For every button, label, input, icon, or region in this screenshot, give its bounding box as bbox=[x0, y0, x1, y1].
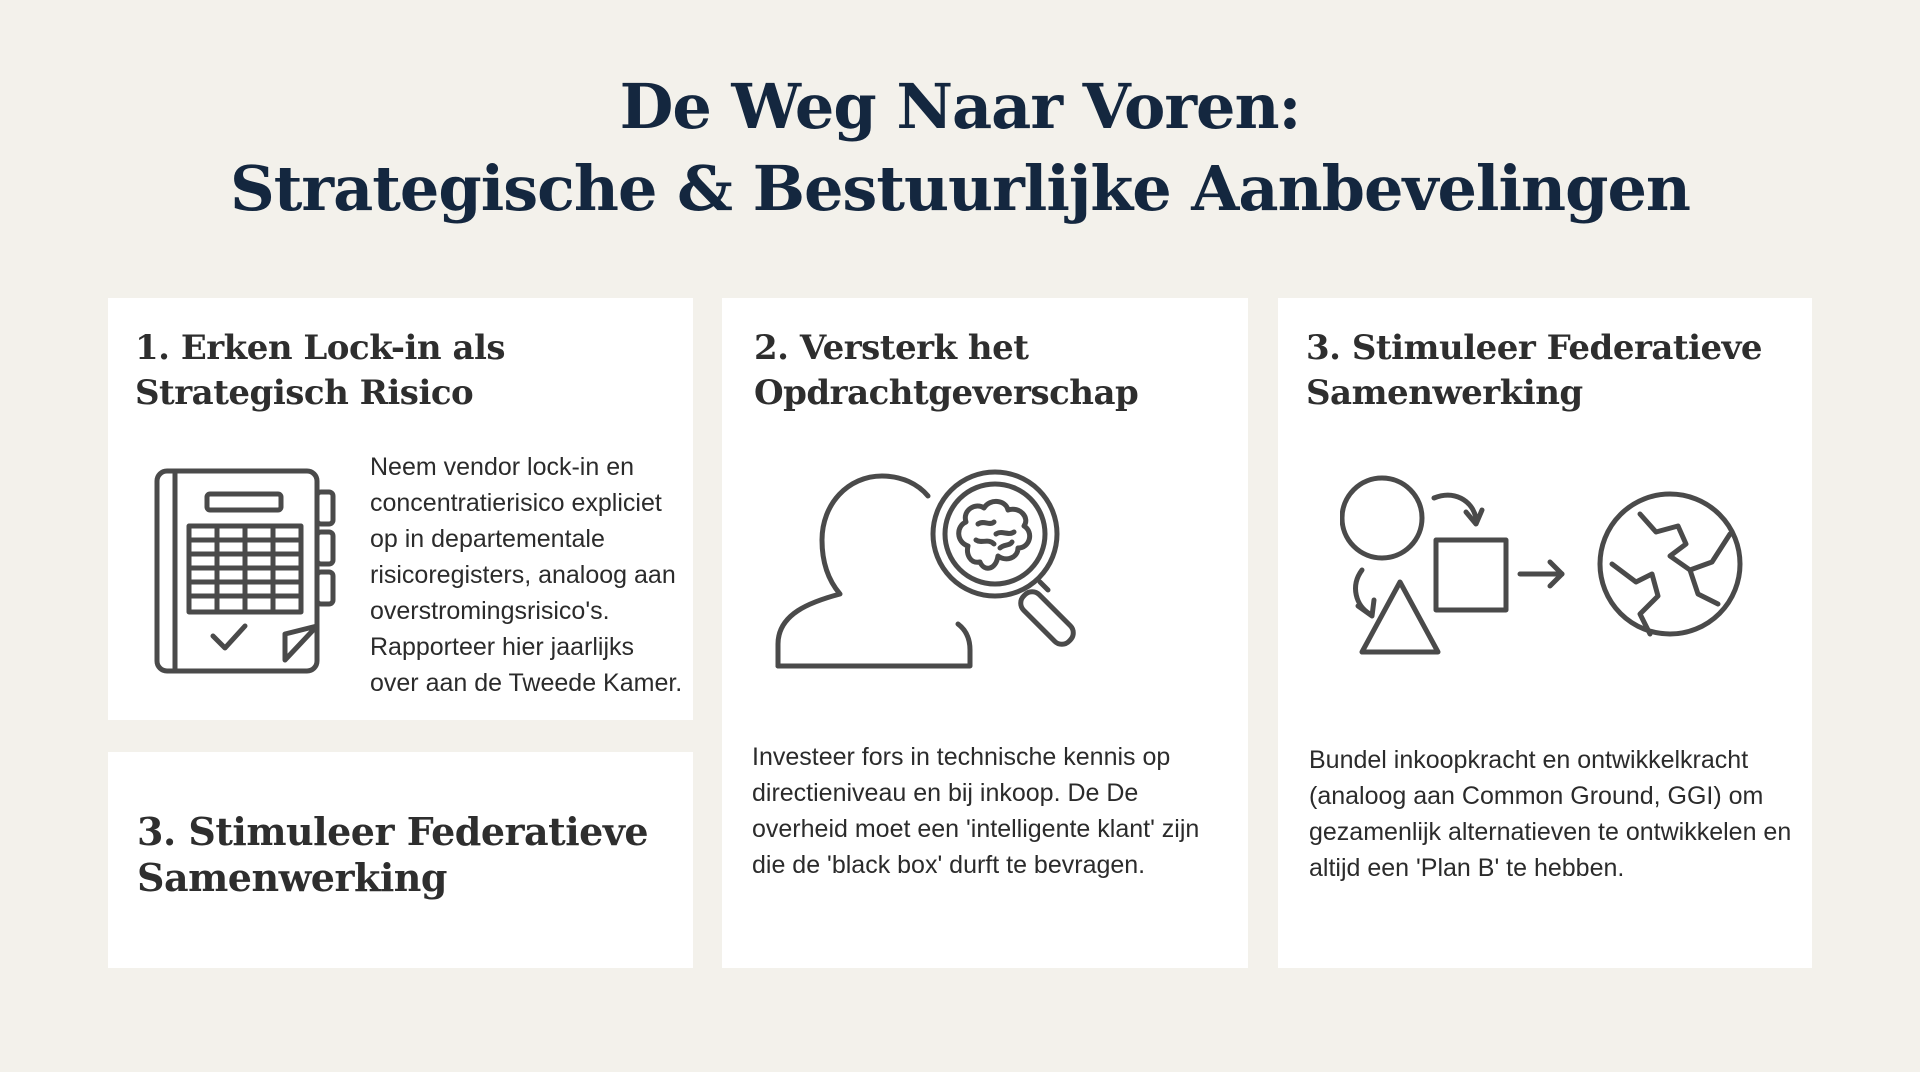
register-document-icon bbox=[145, 456, 345, 676]
card-text: Investeer fors in technische kennis op directieniveau en bij inkoop. De De overheid moet een 'intelligente klant' zijn die de 'black box' durft te bevragen. bbox=[752, 743, 1200, 879]
card-heading: 3. Stimuleer Federatieve Samenwerking bbox=[1306, 328, 1763, 413]
page-title bbox=[0, 66, 1920, 230]
card-heading: 3. Stimuleer Federatieve Samenwerking bbox=[137, 809, 649, 900]
recommendation-card-4 bbox=[108, 752, 693, 968]
card-text: Bundel inkoopkracht en ontwikkelkracht (analoog aan Common Ground, GGI) om gezamenlijk alternatieven te ontwikkelen en altijd een 'Plan B' te hebben. bbox=[1309, 746, 1792, 882]
card-heading: 1. Erken Lock-in als Strategisch Risico bbox=[135, 328, 506, 413]
title-line-1: De Weg Naar Voren: bbox=[619, 70, 1301, 143]
title-line-2: Strategische & Bestuurlijke Aanbevelingen bbox=[230, 152, 1690, 225]
card-heading: 2. Versterk het Opdrachtgeverschap bbox=[754, 328, 1139, 413]
recommendation-card-3 bbox=[1278, 298, 1812, 968]
recommendation-card-2 bbox=[722, 298, 1248, 968]
card-text: Neem vendor lock-in en concentratierisico expliciet op in departementale risicoregisters, analoog aan overstromingsrisico's. Rapporteer hier jaarlijks over aan de Tweede Kamer. bbox=[370, 453, 683, 697]
shapes-to-puzzle-globe-icon bbox=[1340, 474, 1750, 674]
person-brain-magnifier-icon bbox=[770, 454, 1110, 684]
recommendation-card-1 bbox=[108, 298, 693, 720]
